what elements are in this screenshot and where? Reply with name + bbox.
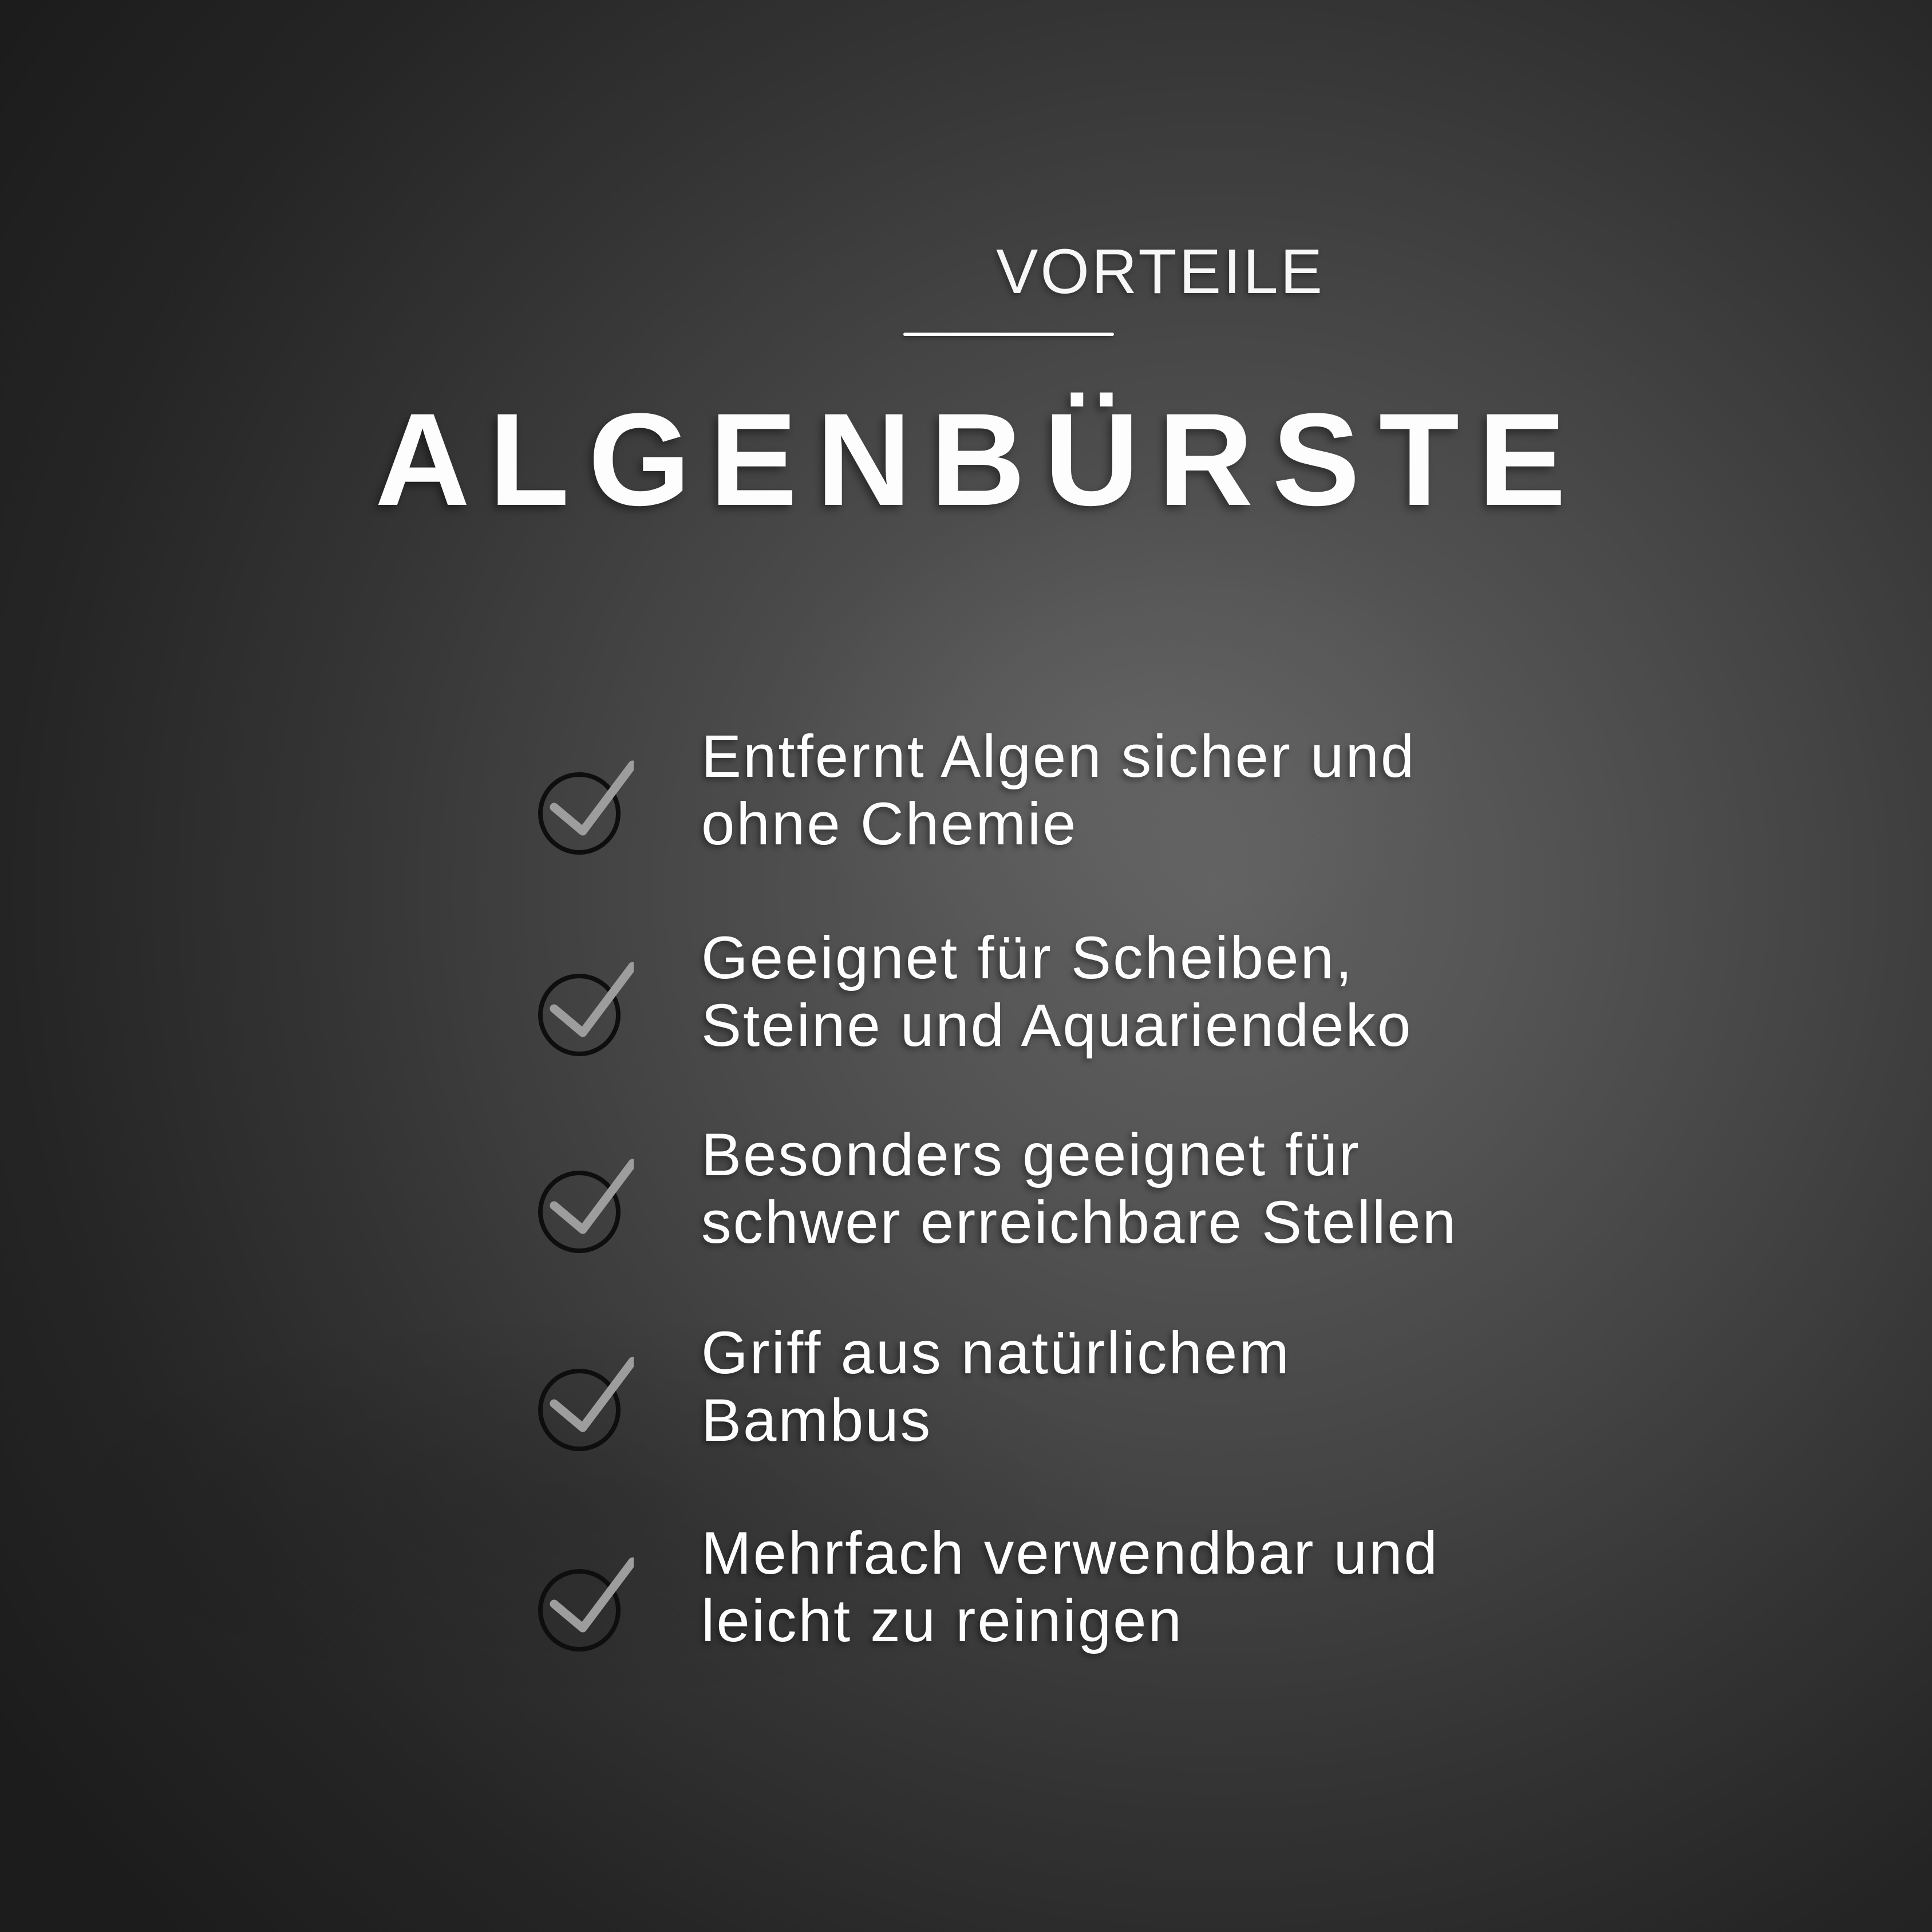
- check-circle-icon: [536, 1157, 634, 1255]
- eyebrow-label: VORTEILE: [996, 236, 1325, 307]
- benefit-line: Bambus: [701, 1387, 933, 1454]
- page-title: ALGENBÜRSTE: [375, 386, 1585, 533]
- benefit-line: Griff aus natürlichem: [701, 1319, 1291, 1386]
- benefit-item: [536, 1520, 1439, 1655]
- benefit-text: [701, 924, 1412, 1060]
- benefit-line: schwer erreichbare Stellen: [701, 1189, 1458, 1256]
- benefit-item: [536, 1121, 1457, 1257]
- check-circle-icon: [536, 1556, 634, 1653]
- benefit-line: Entfernt Algen sicher und: [701, 723, 1416, 790]
- divider-line: [903, 333, 1114, 336]
- benefit-item: [536, 723, 1416, 858]
- benefit-item: [536, 924, 1412, 1060]
- benefit-line: Besonders geeignet für: [701, 1121, 1361, 1188]
- check-circle-icon: [536, 1356, 634, 1453]
- check-circle-icon: [536, 961, 634, 1058]
- benefit-text: [701, 1319, 1291, 1455]
- benefit-line: ohne Chemie: [701, 791, 1078, 858]
- benefit-text: [701, 1520, 1439, 1655]
- benefit-line: Geeignet für Scheiben,: [701, 924, 1354, 991]
- benefit-text: [701, 1121, 1457, 1257]
- benefit-line: Mehrfach verwendbar und: [701, 1520, 1439, 1587]
- benefit-text: [701, 723, 1416, 858]
- benefit-item: [536, 1319, 1291, 1455]
- check-circle-icon: [536, 759, 634, 856]
- benefit-line: leicht zu reinigen: [701, 1587, 1183, 1654]
- benefit-line: Steine und Aquariendeko: [701, 992, 1413, 1059]
